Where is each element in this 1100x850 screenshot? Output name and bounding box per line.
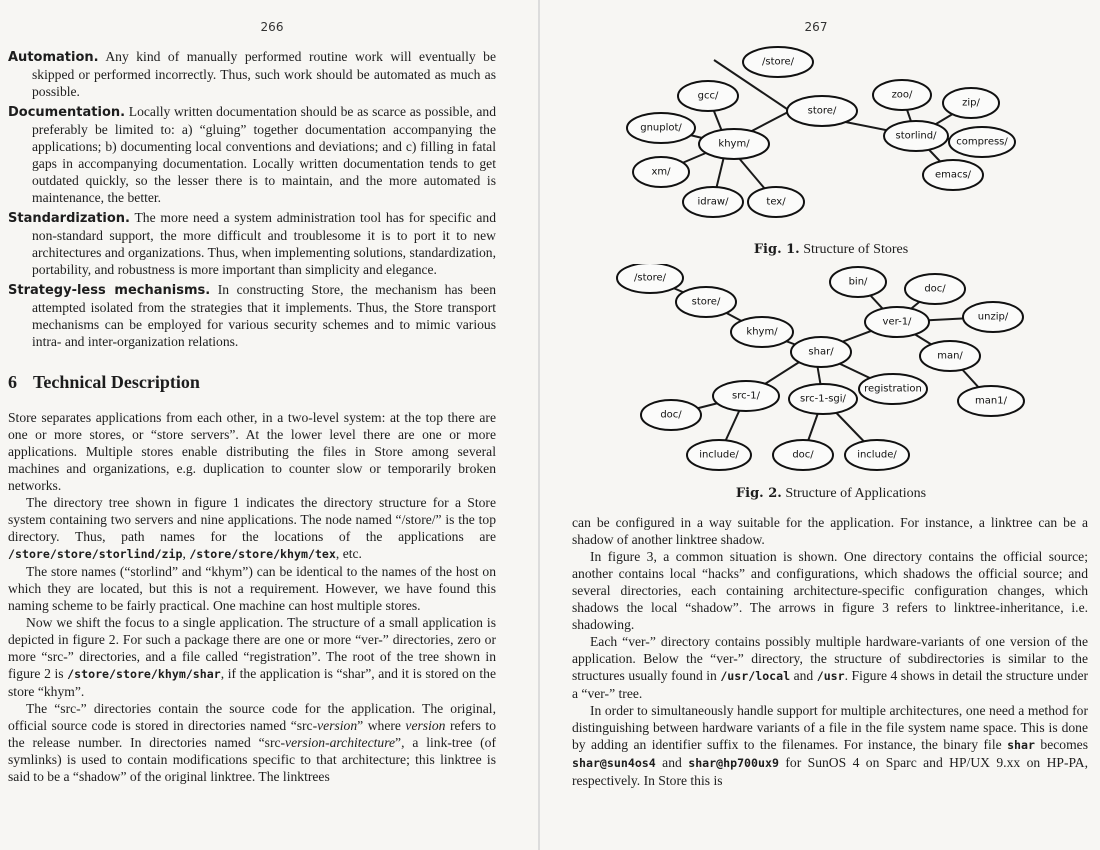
node-label: emacs/ [934,169,972,181]
page-number-right: 267 [804,20,828,34]
node-label: zoo/ [891,89,913,101]
path-code: /usr/local [720,669,791,683]
tree-node [859,374,927,404]
tree-node [773,440,833,470]
definition-term: Documentation. [8,105,126,120]
paragraph: Now we shift the focus to a single application. The structure of a small application is depicted in figure 2. For such a package there are one or more “ver-” directories, zero or more “src-” directories, and a file called “registration”. The root of the tree shown in figure 2 is /store/store/khym/shar, if the application is “shar”, and it is stored on the store “khym”. [8,615,496,699]
right-page-text [572,514,1090,789]
figure-2-caption [572,486,1090,502]
tree-node [845,440,909,470]
tree-node [958,386,1024,416]
tree-node [963,302,1023,332]
tree-node [787,96,857,126]
paragraph: can be configured in a way suitable for the application. For instance, a linktree can be a shadow of another linktree shadow. [572,515,1088,547]
node-label: include/ [857,449,897,461]
node-label: store/ [807,105,837,117]
node-label: doc/ [924,283,946,295]
node-label: bin/ [848,276,868,288]
figure-2-tree-diagram [572,264,1090,484]
node-label: ver-1/ [882,316,912,328]
node-label: zip/ [962,97,980,109]
left-page [0,0,538,850]
node-label: gnuplot/ [640,122,682,134]
definition-strategy-less [8,281,496,350]
tree-node [789,384,857,414]
caption-label: Fig. 1. [753,242,800,257]
paragraph: Store separates applications from each other, in a two-level system: at the top there are one or more stores, or “store servers”. At the lower level there are one or more applications. Multiple stores enable distributing the files in Store among several machines and organizations, e.g. duplication to counter slow or temporarily broken networks. [8,410,496,493]
path-code: /store/store/khym/tex [189,547,336,561]
definition-text: The more need a system administration tool has for specific and non-standard support, the more difficult and troublesome it is to port it to new architectures and organizations. Thus, when implementing solutions, standardization, portability, and robustness is more important than simplicity and elegance. [32,210,496,277]
tree-node [873,80,931,110]
node-label: compress/ [956,136,1008,148]
file-code: shar@hp700ux9 [688,756,779,770]
tree-node [920,341,980,371]
node-label: shar/ [808,346,834,358]
tree-node [699,129,769,159]
tree-node [641,400,701,430]
node-label: unzip/ [977,311,1009,323]
node-label: gcc/ [697,90,719,102]
tree-node [748,187,804,217]
tree-node [943,88,999,118]
node-label: doc/ [660,409,682,421]
node-label: tex/ [766,196,786,208]
tree-node [731,317,793,347]
tree-node [743,47,813,77]
tree-node [905,274,965,304]
tree-node [687,440,751,470]
tree-node [713,381,779,411]
tree-node [830,267,886,297]
tree-node [617,264,683,293]
node-label: registration [864,383,922,395]
file-code: shar [1007,738,1035,752]
paragraph: In figure 3, a common situation is shown. One directory contains the official source; another contains local “hacks” and configurations, which shadows the official source; and several directories, each containing architecture-specific configuration changes, which shadows the local “shadow”. The arrows in figure 3 refers to linktree-inheritance, i.e. shadowing. [572,549,1088,632]
tree-node [791,337,851,367]
tree-node [949,127,1015,157]
node-label: store/ [691,296,721,308]
left-page-text [8,48,496,785]
definition-term: Strategy-less mechanisms. [8,283,211,298]
caption-label: Fig. 2. [735,486,782,501]
right-page [540,0,1100,850]
node-label: src-1-sgi/ [800,393,846,405]
path-code: /usr [816,669,845,683]
node-label: man/ [937,350,963,362]
tree-node [676,287,736,317]
node-label: src-1/ [732,390,760,402]
definition-text: In constructing Store, the mechanism has been attempted isolated from the strategies that it implements. Thus, the Store transport mechanisms can be employed for various security schemes and to mimic various intra- and inter-organization relations. [32,282,496,349]
tree-node [678,81,738,111]
paragraph: In order to simultaneously handle support for multiple architectures, one need a method for distinguishing between hardware variants of a file in the file system name space. This is done by adding an identifier suffix to the filenames. For instance, the binary file shar becomes shar@sun4os4 and shar@hp700ux9 for SunOS 4 on Sparc and HP/UX 9.xx on HP-PA, respectively. In Store this is [572,703,1088,788]
node-label: khym/ [746,326,778,338]
caption-text: Structure of Stores [803,242,909,257]
page-number-left: 266 [260,20,284,34]
tree-node [884,121,948,151]
tree-node [683,187,743,217]
paragraph: Each “ver-” directory contains possibly multiple hardware-variants of one version of the application. Below the “ver-” directory, the structure of subdirectories is similar to the structures usually found in /usr/local and /usr. Figure 4 shows in detail the structure under a “ver-” tree. [572,634,1089,701]
node-label: khym/ [718,138,750,150]
node-label: xm/ [651,166,671,178]
definition-text: Any kind of manually performed routine work will eventually be skipped or performed incorrectly. Thus, such work should be automated as much as possible. [32,49,496,99]
figure-1-caption [572,242,1090,258]
tree-node [865,307,929,337]
definition-documentation [8,103,496,206]
definition-automation [8,48,496,100]
path-code: /store/store/storlind/zip [8,547,183,561]
node-label: storlind/ [895,130,937,142]
figure-1-tree-diagram [572,40,1090,240]
figure-1 [572,40,1090,258]
paragraph: The directory tree shown in figure 1 indicates the directory structure for a Store system containing two servers and nine applications. The node named “/store/” is the top directory. Thus, path names for the locations of the applications are /store/store/storlind/zip, /store/store/khym/tex, etc. [8,495,496,561]
definition-term: Standardization. [8,211,130,226]
node-label: /store/ [633,272,667,284]
tree-node [923,160,983,190]
path-code: /store/store/khym/shar [67,667,221,681]
paragraph: The store names (“storlind” and “khym”) can be identical to the names of the host on which they are located, but this is not a requirement. However, we have found this naming scheme to be fairly practical. One machine can host multiple stores. [8,564,496,613]
file-code: shar@sun4os4 [572,756,656,770]
node-label: man1/ [975,395,1007,407]
node-label: idraw/ [697,196,729,208]
node-label: include/ [699,449,739,461]
node-label: doc/ [792,449,814,461]
definition-standardization [8,209,496,278]
section-number: 6 [8,372,17,392]
tree-node [627,113,695,143]
section-heading [8,374,496,391]
figure-2 [572,264,1090,502]
definition-term: Automation. [8,50,99,65]
node-label: /store/ [761,56,795,68]
definition-text: Locally written documentation should be as scarce as possible, and preferably be limited to: a) “gluing” together documentation accompanying the applications; b) documenting local conventions and deviations; and c) filling in fatal gaps in accompanying documentation. Locally written documentation tends to get outdated quickly, so the lesser there is to maintain, and the more automated is maintenance, the better. [32,104,496,205]
paragraph: The “src-” directories contain the source code for the application. The original, official source code is stored in directories named “src-version” where version refers to the release number. In directories named “src-version-architecture”, a link-tree (of symlinks) is used to contain modifications specific to that architecture; this linktree is said to be a “shadow” of the original linktree. The linktrees [8,701,496,784]
tree-node [633,157,689,187]
section-title: Technical Description [33,372,200,392]
caption-text: Structure of Applications [785,486,927,501]
